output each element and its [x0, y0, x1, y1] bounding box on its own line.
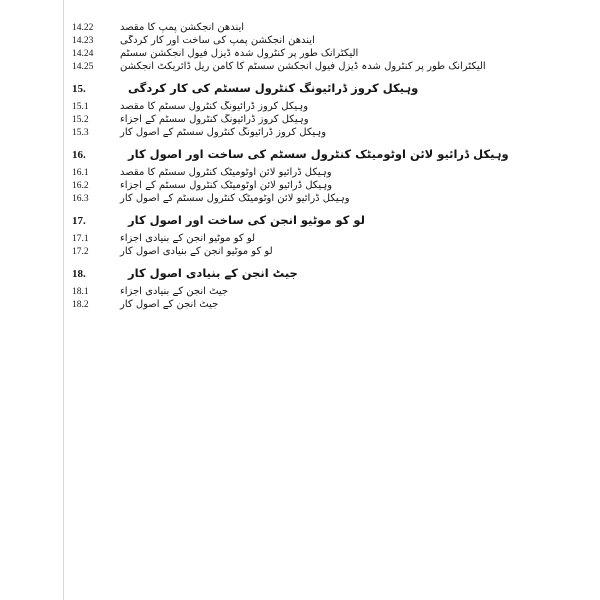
toc-entry-number: 16.1 [72, 168, 89, 178]
toc-entry-inner [72, 167, 332, 178]
toc-entry-title: وہیکل ڈرائیو لائن اوٹومیٹک کنٹرول سسٹم کی ساخت اور اصول کار [128, 147, 509, 161]
toc-entry-title: وہیکل کروز ڈرائیونگ کنٹرول سسٹم کا مقصد [120, 101, 309, 112]
toc-entry-inner [72, 127, 326, 138]
toc-entry-number: 16.2 [72, 181, 89, 191]
toc-entry[interactable] [72, 286, 580, 297]
toc-entry-title: ایندھن انجکشن پمپ کی ساخت اور کار کردگی [120, 35, 315, 46]
toc-entry[interactable] [72, 35, 580, 46]
toc-entry-title: وہیکل کروز ڈرائیونگ کنٹرول سسٹم کے اجزاء [120, 114, 309, 125]
toc-entry[interactable] [72, 299, 580, 310]
toc-entry-number: 17.1 [72, 234, 89, 244]
toc-entry[interactable] [72, 48, 580, 59]
toc-entry-inner [72, 48, 358, 59]
toc-entry-inner [72, 22, 244, 33]
toc-entry-number: 18.1 [72, 287, 89, 297]
toc-entry[interactable] [72, 167, 580, 178]
toc-entry-number: 15.2 [72, 115, 89, 125]
toc-entry[interactable] [72, 114, 580, 125]
toc-entry[interactable] [72, 147, 580, 161]
toc-entry-number: 16.3 [72, 194, 89, 204]
toc-entry-title: الیکٹرانک طور پر کنٹرول شدہ ڈیزل فیول انجکشن سسٹم کا کامن ریل ڈائریکٹ انجکشن [120, 61, 486, 72]
toc-entry-inner [72, 286, 228, 297]
toc-entry-inner [72, 233, 255, 244]
toc-entry-title: وہیکل کروز ڈرائیونگ کنٹرول سسٹم کے اصول کار [120, 127, 327, 138]
toc-entry-number: 14.24 [72, 49, 94, 59]
toc-entry-number: 15.3 [72, 128, 89, 138]
toc-entry-inner [72, 101, 308, 112]
toc-entry-title: لو کو موٹیو انجن کی ساخت اور اصول کار [128, 213, 365, 227]
page-gutter-line [63, 0, 64, 600]
toc-entry-title: جیٹ انجن کے اصول کار [120, 299, 219, 310]
toc-entry-inner [72, 193, 350, 204]
toc-entry-title: جیٹ انجن کے بنیادی اجزاء [120, 286, 229, 297]
toc-entry-inner [72, 299, 218, 310]
toc-entry-number: 14.23 [72, 36, 94, 46]
toc-entry[interactable] [72, 180, 580, 191]
toc-entry-inner [72, 35, 315, 46]
toc-entry-inner [72, 266, 298, 280]
toc-entry-inner [72, 246, 273, 257]
toc-entry-title: وہیکل کروز ڈرائیونگ کنٹرول سسٹم کی کار کردگی [128, 81, 419, 95]
toc-entry-inner [72, 213, 365, 227]
toc-entry-inner [72, 81, 418, 95]
toc-entry[interactable] [72, 61, 580, 72]
toc-entry[interactable] [72, 246, 580, 257]
toc-entry-title: وہیکل ڈرائیو لائن اوٹومیٹک کنٹرول سسٹم کا مقصد [120, 167, 332, 178]
table-of-contents [72, 22, 580, 312]
toc-entry-number: 14.22 [72, 23, 94, 33]
toc-entry-title: لو کو موٹیو انجن کے بنیادی اجزاء [120, 233, 256, 244]
toc-entry-inner [72, 61, 486, 72]
toc-entry-number: 17.2 [72, 247, 89, 257]
toc-entry[interactable] [72, 81, 580, 95]
toc-entry-title: الیکٹرانک طور پر کنٹرول شدہ ڈیزل فیول انجکشن سسٹم [120, 48, 359, 59]
toc-entry-inner [72, 180, 332, 191]
toc-entry-number: 14.25 [72, 62, 94, 72]
toc-entry-title: جیٹ انجن کے بنیادی اصول کار [128, 266, 298, 280]
toc-entry-number: 16. [72, 149, 86, 161]
toc-entry[interactable] [72, 22, 580, 33]
toc-entry-title: لو کو موٹیو انجن کے بنیادی اصول کار [120, 246, 273, 257]
toc-entry-number: 15. [72, 83, 86, 95]
toc-entry-number: 18.2 [72, 300, 89, 310]
toc-entry-number: 18. [72, 268, 86, 280]
toc-entry-number: 17. [72, 215, 86, 227]
toc-entry[interactable] [72, 266, 580, 280]
toc-entry[interactable] [72, 127, 580, 138]
toc-entry[interactable] [72, 233, 580, 244]
toc-entry[interactable] [72, 101, 580, 112]
toc-entry[interactable] [72, 213, 580, 227]
toc-entry-inner [72, 147, 509, 161]
toc-entry-title: ایندھن انجکشن پمپ کا مقصد [120, 22, 245, 33]
toc-entry-number: 15.1 [72, 102, 89, 112]
toc-entry-title: وہیکل ڈرائیو لائن اوٹومیٹک کنٹرول سسٹم کے اجزاء [120, 180, 333, 191]
toc-entry-title: وہیکل ڈرائیو لائن اوٹومیٹک کنٹرول سسٹم کے اصول کار [120, 193, 350, 204]
toc-entry-inner [72, 114, 309, 125]
toc-entry[interactable] [72, 193, 580, 204]
